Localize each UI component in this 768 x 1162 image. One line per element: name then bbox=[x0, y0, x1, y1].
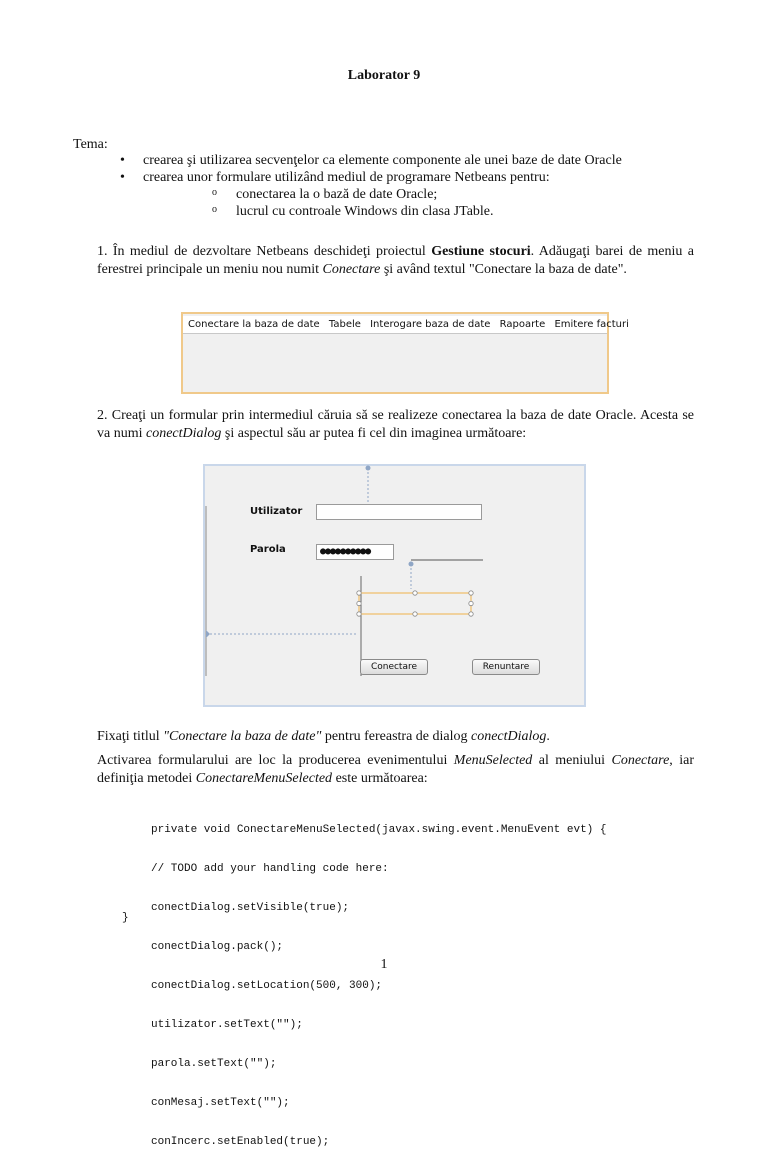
topic-list bbox=[120, 152, 622, 186]
connect-button[interactable]: Conectare bbox=[360, 659, 428, 675]
menu-emitere-facturi[interactable]: Emitere facturi bbox=[554, 319, 629, 330]
bullet-icon: • bbox=[120, 170, 125, 185]
fix-title-paragraph: Fixaţi titlul "Conectare la baza de date" pentru fereastra de dialog conectDialog. bbox=[97, 729, 550, 744]
user-label: Utilizator bbox=[250, 506, 303, 517]
bullet-icon: • bbox=[120, 153, 125, 168]
password-label: Parola bbox=[250, 544, 286, 555]
menu-interogare[interactable]: Interogare baza de date bbox=[370, 319, 491, 330]
circle-bullet-icon: o bbox=[212, 187, 217, 198]
activation-paragraph: Activarea formularului are loc la producerea evenimentului MenuSelected al meniului Conectare, iar definiţia metodei ConectareMenuSelected este următoarea: bbox=[97, 753, 694, 786]
connect-dialog-screenshot bbox=[203, 464, 586, 707]
code-line: private void ConectareMenuSelected(javax.swing.event.MenuEvent evt) { bbox=[151, 824, 607, 836]
list-item: • crearea unor formulare utilizând mediul de programare Netbeans pentru: bbox=[120, 170, 550, 185]
menubar-screenshot bbox=[181, 312, 629, 394]
code-line: parola.setText(""); bbox=[151, 1058, 277, 1070]
code-block bbox=[151, 798, 606, 1162]
code-line: conectDialog.setVisible(true); bbox=[151, 902, 350, 914]
menu-tabele[interactable]: Tabele bbox=[328, 319, 361, 330]
code-line: conIncerc.setEnabled(true); bbox=[151, 1136, 330, 1148]
code-line: conectDialog.setLocation(500, 300); bbox=[151, 980, 383, 992]
sub-topic-list bbox=[212, 186, 494, 220]
code-closing-brace: } bbox=[122, 912, 129, 924]
step1-paragraph: 1. În mediul de dezvoltare Netbeans deschideţi proiectul Gestiune stocuri. Adăugaţi barei de meniu a ferestrei principale un meniu nou numit Conectare şi având textul "Conectare la baza de date". bbox=[97, 244, 694, 277]
user-input[interactable] bbox=[316, 504, 482, 520]
menu-conectare[interactable]: Conectare la baza de date bbox=[188, 319, 320, 330]
code-line: // TODO add your handling code here: bbox=[151, 863, 389, 875]
menu-rapoarte[interactable]: Rapoarte bbox=[499, 319, 546, 330]
cancel-button[interactable]: Renuntare bbox=[472, 659, 540, 675]
list-item: o lucrul cu controale Windows din clasa JTable. bbox=[212, 203, 494, 220]
step2-paragraph: 2. Creaţi un formular prin intermediul căruia să se realizeze conectarea la baza de date Oracle. Acesta se va numi conectDialog şi aspectul său ar putea fi cel din imaginea următoare: bbox=[97, 408, 694, 441]
password-input[interactable]: ●●●●●●●●●● bbox=[316, 544, 394, 560]
code-line: conMesaj.setText(""); bbox=[151, 1097, 290, 1109]
code-line: utilizator.setText(""); bbox=[151, 1019, 303, 1031]
list-item: • crearea şi utilizarea secvenţelor ca elemente componente ale unei baze de date Oracle bbox=[120, 153, 622, 168]
tema-label: Tema: bbox=[73, 137, 108, 152]
code-line: conectDialog.pack(); bbox=[151, 941, 284, 953]
page-number: 1 bbox=[380, 957, 388, 972]
list-item: o conectarea la o bază de date Oracle; bbox=[212, 186, 494, 203]
circle-bullet-icon: o bbox=[212, 204, 217, 215]
menu-bar bbox=[183, 316, 629, 334]
document-title: Laborator 9 bbox=[347, 68, 421, 83]
